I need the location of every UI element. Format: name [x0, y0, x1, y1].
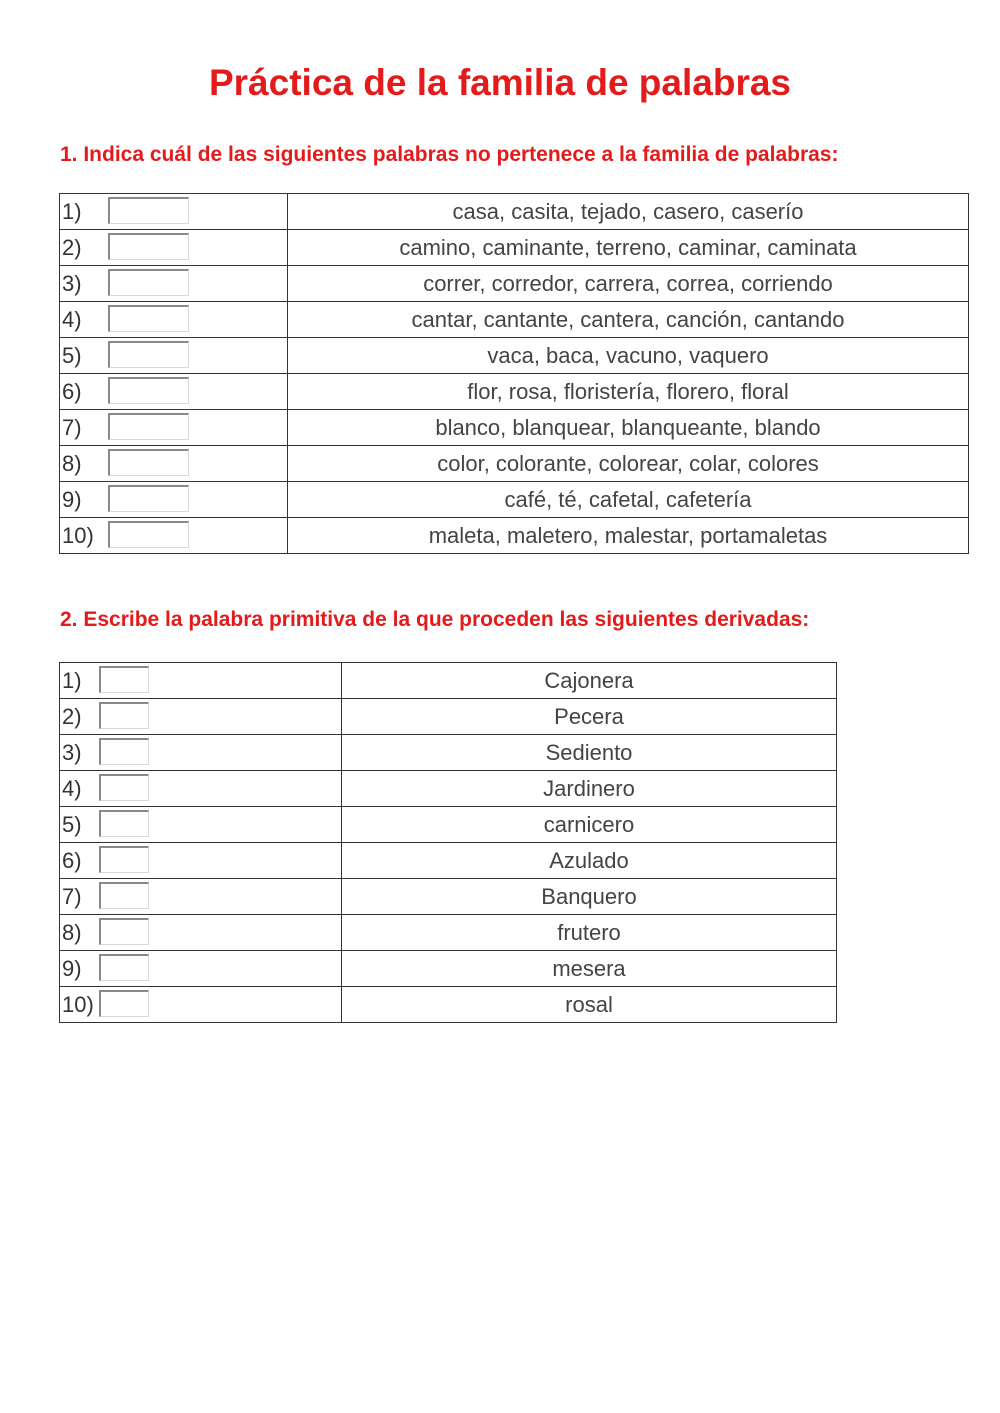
- answer-input[interactable]: [99, 990, 149, 1017]
- item-number: 10): [60, 987, 98, 1023]
- word-family-list: casa, casita, tejado, casero, caserío: [288, 194, 969, 230]
- answer-input[interactable]: [99, 738, 149, 765]
- table-row: [60, 735, 837, 771]
- table-row: [60, 446, 969, 482]
- answer-cell: [107, 446, 288, 482]
- answer-input[interactable]: [99, 918, 149, 945]
- answer-cell: [107, 374, 288, 410]
- answer-input[interactable]: [99, 846, 149, 873]
- answer-cell: [107, 518, 288, 554]
- item-number: 8): [60, 915, 98, 951]
- table-row: [60, 771, 837, 807]
- answer-cell: [107, 338, 288, 374]
- answer-input[interactable]: [99, 810, 149, 837]
- answer-cell: [107, 302, 288, 338]
- table-row: [60, 518, 969, 554]
- derived-word: Jardinero: [342, 771, 837, 807]
- answer-input[interactable]: [99, 774, 149, 801]
- word-family-list: blanco, blanquear, blanqueante, blando: [288, 410, 969, 446]
- answer-input[interactable]: [108, 485, 189, 512]
- table-row: [60, 843, 837, 879]
- item-number: 7): [60, 879, 98, 915]
- word-family-list: camino, caminante, terreno, caminar, caminata: [288, 230, 969, 266]
- page-title: Práctica de la familia de palabras: [208, 62, 791, 103]
- answer-input[interactable]: [108, 521, 189, 548]
- answer-input[interactable]: [108, 413, 189, 440]
- answer-input[interactable]: [108, 197, 189, 224]
- answer-input[interactable]: [108, 377, 189, 404]
- derived-word: Azulado: [342, 843, 837, 879]
- table-row: [60, 338, 969, 374]
- item-number: 6): [60, 374, 107, 410]
- derived-word: Cajonera: [342, 663, 837, 699]
- word-family-list: cantar, cantante, cantera, canción, cantando: [288, 302, 969, 338]
- answer-cell: [98, 951, 342, 987]
- derived-word: carnicero: [342, 807, 837, 843]
- section-1-heading: 1. Indica cuál de las siguientes palabras no pertenece a la familia de palabras:: [60, 143, 839, 166]
- word-family-list: flor, rosa, floristería, florero, floral: [288, 374, 969, 410]
- answer-cell: [98, 735, 342, 771]
- item-number: 5): [60, 338, 107, 374]
- answer-cell: [107, 410, 288, 446]
- item-number: 7): [60, 410, 107, 446]
- answer-input[interactable]: [99, 882, 149, 909]
- derived-word: Pecera: [342, 699, 837, 735]
- derived-word: frutero: [342, 915, 837, 951]
- table-row: [60, 807, 837, 843]
- table-row: [60, 230, 969, 266]
- answer-input[interactable]: [108, 449, 189, 476]
- answer-input[interactable]: [108, 341, 189, 368]
- section-2-heading: 2. Escribe la palabra primitiva de la que proceden las siguientes derivadas:: [60, 608, 810, 631]
- table-row: [60, 699, 837, 735]
- answer-cell: [98, 915, 342, 951]
- item-number: 1): [60, 194, 107, 230]
- word-family-list: café, té, cafetal, cafetería: [288, 482, 969, 518]
- item-number: 3): [60, 735, 98, 771]
- answer-cell: [107, 482, 288, 518]
- answer-cell: [98, 771, 342, 807]
- answer-input[interactable]: [99, 954, 149, 981]
- item-number: 5): [60, 807, 98, 843]
- word-family-list: vaca, baca, vacuno, vaquero: [288, 338, 969, 374]
- derived-word: mesera: [342, 951, 837, 987]
- item-number: 8): [60, 446, 107, 482]
- item-number: 10): [60, 518, 107, 554]
- item-number: 9): [60, 482, 107, 518]
- item-number: 4): [60, 771, 98, 807]
- answer-cell: [98, 987, 342, 1023]
- derived-word: rosal: [342, 987, 837, 1023]
- item-number: 2): [60, 699, 98, 735]
- answer-input[interactable]: [99, 702, 149, 729]
- answer-cell: [98, 807, 342, 843]
- table-row: [60, 302, 969, 338]
- section-1-table: [59, 193, 969, 554]
- section-2-table: [59, 662, 837, 1023]
- table-row: [60, 951, 837, 987]
- table-row: [60, 987, 837, 1023]
- table-row: [60, 266, 969, 302]
- item-number: 6): [60, 843, 98, 879]
- derived-word: Banquero: [342, 879, 837, 915]
- answer-cell: [98, 663, 342, 699]
- item-number: 9): [60, 951, 98, 987]
- word-family-list: color, colorante, colorear, colar, colores: [288, 446, 969, 482]
- item-number: 2): [60, 230, 107, 266]
- answer-cell: [107, 230, 288, 266]
- table-row: [60, 663, 837, 699]
- answer-cell: [98, 879, 342, 915]
- word-family-list: correr, corredor, carrera, correa, corriendo: [288, 266, 969, 302]
- answer-input[interactable]: [108, 233, 189, 260]
- answer-input[interactable]: [99, 666, 149, 693]
- table-row: [60, 879, 837, 915]
- answer-cell: [107, 194, 288, 230]
- word-family-list: maleta, maletero, malestar, portamaletas: [288, 518, 969, 554]
- item-number: 4): [60, 302, 107, 338]
- answer-cell: [107, 266, 288, 302]
- table-row: [60, 410, 969, 446]
- table-row: [60, 374, 969, 410]
- table-row: [60, 482, 969, 518]
- item-number: 1): [60, 663, 98, 699]
- answer-cell: [98, 843, 342, 879]
- answer-input[interactable]: [108, 305, 189, 332]
- answer-input[interactable]: [108, 269, 189, 296]
- table-row: [60, 194, 969, 230]
- item-number: 3): [60, 266, 107, 302]
- derived-word: Sediento: [342, 735, 837, 771]
- answer-cell: [98, 699, 342, 735]
- table-row: [60, 915, 837, 951]
